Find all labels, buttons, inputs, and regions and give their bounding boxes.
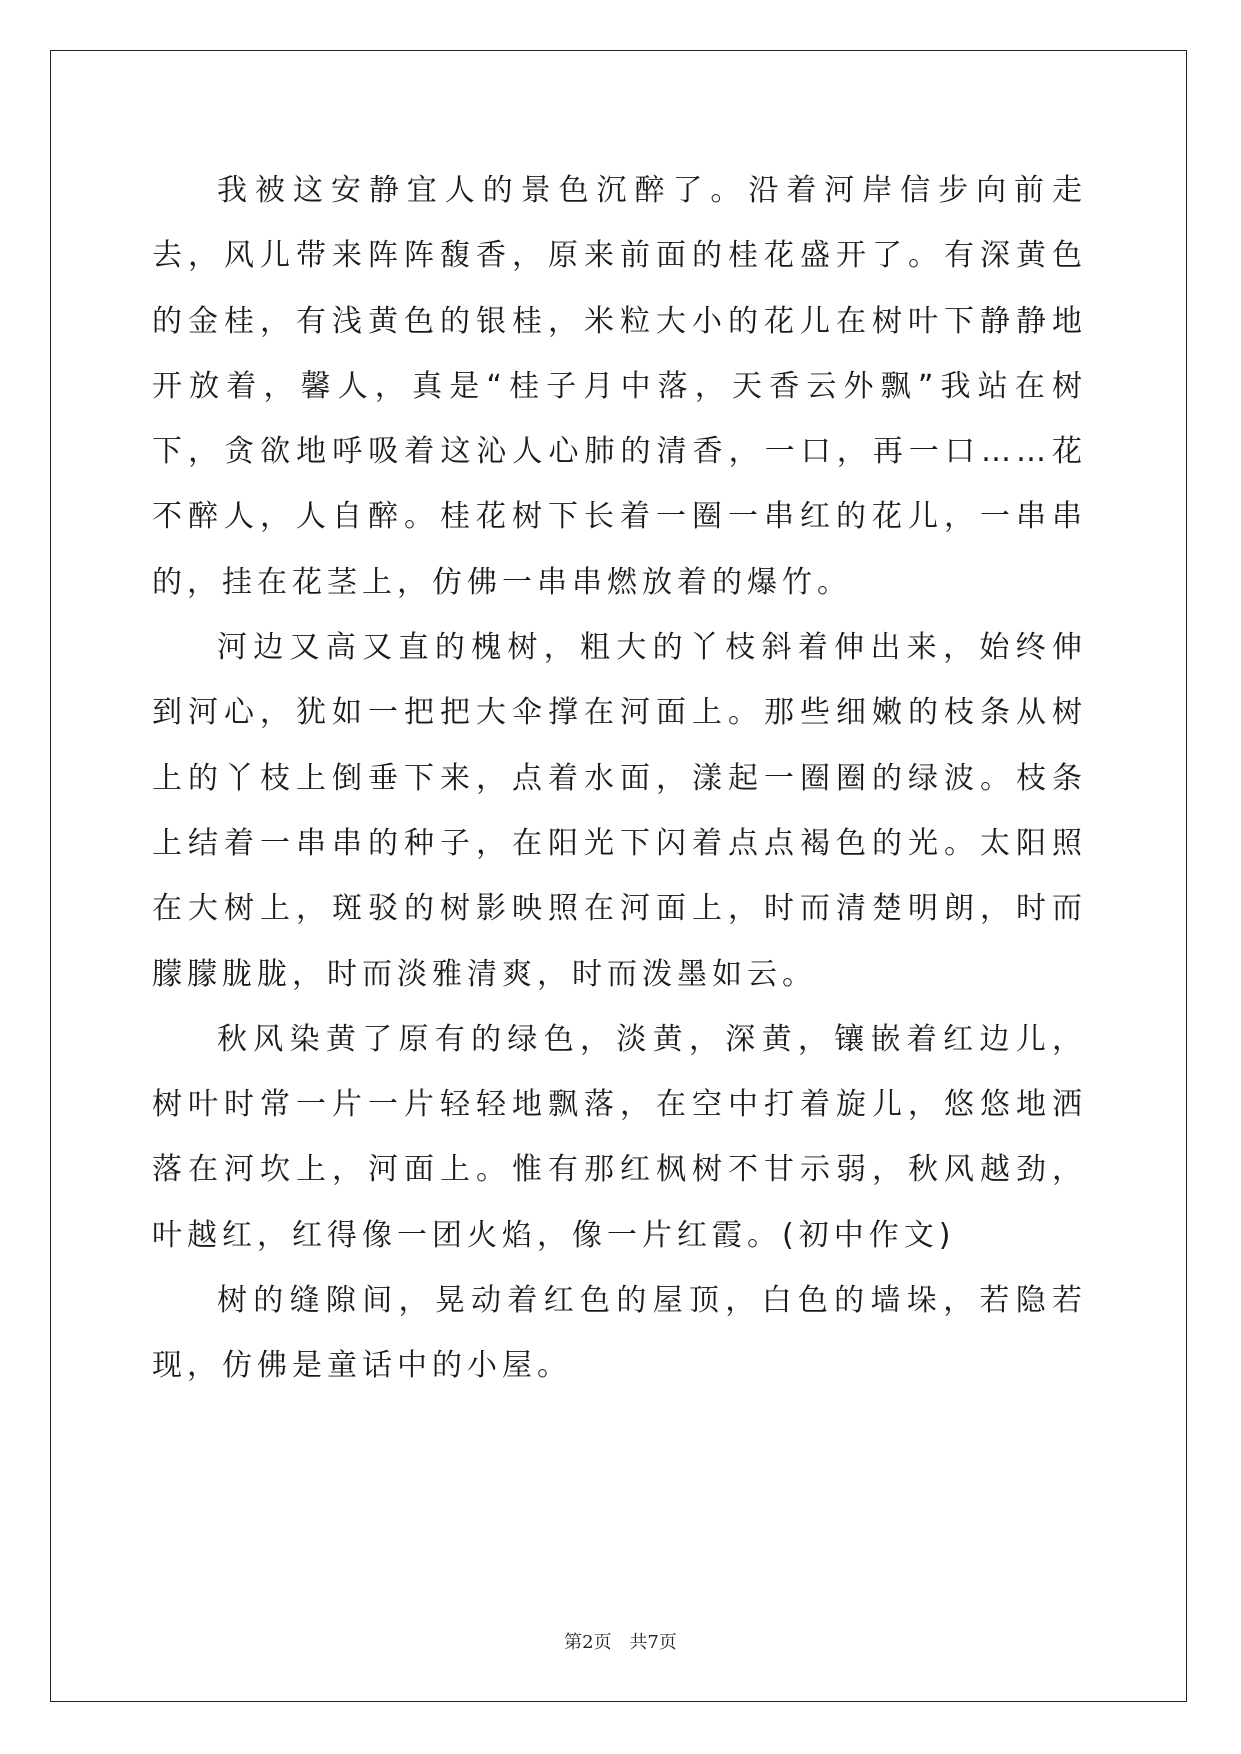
paragraph-1: 我被这安静宜人的景色沉醉了。沿着河岸信步向前走去，风儿带来阵阵馥香，原来前面的桂花盛开了。有深黄色的金桂，有浅黄色的银桂，米粒大小的花儿在树叶下静静地开放着，馨人，真是“桂子月中落，天香云外飘”我站在树下，贪欲地呼吸着这沁人心肺的清香，一口，再一口……花不醉人，人自醉。桂花树下长着一圈一串红的花儿，一串串的，挂在花茎上，仿佛一串串燃放着的爆竹。	[152, 173, 1087, 600]
document-body	[152, 158, 1087, 1399]
paragraph-4: 树的缝隙间，晃动着红色的屋顶，白色的墙垛，若隐若现，仿佛是童话中的小屋。	[152, 1283, 1087, 1384]
page-number: 第2页	[564, 1632, 612, 1653]
page-footer	[0, 1628, 1241, 1654]
page-total: 共7页	[629, 1632, 677, 1653]
paragraph-2: 河边又高又直的槐树，粗大的丫枝斜着伸出来，始终伸到河心，犹如一把把大伞撑在河面上。那些细嫩的枝条从树上的丫枝上倒垂下来，点着水面，漾起一圈圈的绿波。枝条上结着一串串的种子，在阳光下闪着点点褐色的光。太阳照在大树上，斑驳的树影映照在河面上，时而清楚明朗，时而朦朦胧胧，时而淡雅清爽，时而泼墨如云。	[152, 630, 1087, 992]
paragraph-3: 秋风染黄了原有的绿色，淡黄，深黄，镶嵌着红边儿，树叶时常一片一片轻轻地飘落，在空中打着旋儿，悠悠地洒落在河坎上，河面上。惟有那红枫树不甘示弱，秋风越劲，叶越红，红得像一团火焰，像一片红霞。(初中作文)	[152, 1021, 1087, 1253]
